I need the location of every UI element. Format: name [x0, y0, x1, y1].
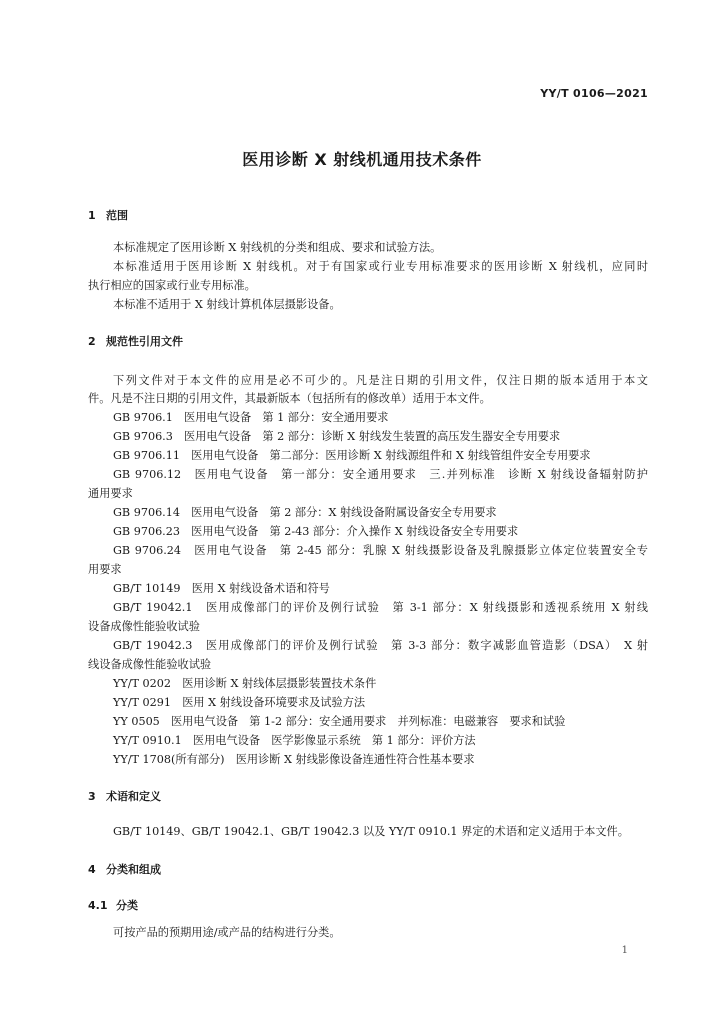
- reference-line: 线设备成像性能验收试验: [88, 658, 212, 671]
- paragraph-line: 下列文件对于本文件的应用是必不可少的。凡是注日期的引用文件，仅注日期的版本适用于本文: [113, 374, 648, 387]
- reference-line: 设备成像性能验收试验: [88, 620, 200, 633]
- section-heading-4: [88, 861, 161, 877]
- reference-line: GB 9706.1 医用电气设备 第 1 部分：安全通用要求: [113, 411, 389, 424]
- paragraph-line: 件。凡是不注日期的引用文件，其最新版本（包括所有的修改单）适用于本文件。: [88, 392, 491, 405]
- paragraph-line: 本标准规定了医用诊断 X 射线机的分类和组成、要求和试验方法。: [113, 241, 442, 254]
- paragraph-line: 本标准不适用于 X 射线计算机体层摄影设备。: [113, 298, 341, 311]
- reference-line: YY/T 0291 医用 X 射线设备环境要求及试验方法: [113, 696, 366, 709]
- section-heading-2: [88, 333, 183, 349]
- paragraph-line: GB/T 10149、GB/T 19042.1、GB/T 19042.3 以及 YY/T 0910.1 界定的术语和定义适用于本文件。: [113, 825, 629, 838]
- reference-line: 用要求: [88, 563, 122, 576]
- paragraph-line: 本标准适用于医用诊断 X 射线机。对于有国家或行业专用标准要求的医用诊断 X 射线机，应同时: [113, 260, 649, 273]
- section-number: 4: [88, 863, 96, 876]
- reference-line: YY/T 0910.1 医用电气设备 医学影像显示系统 第 1 部分：评价方法: [113, 734, 476, 747]
- reference-line: GB 9706.3 医用电气设备 第 2 部分：诊断 X 射线发生装置的高压发生器安全专用要求: [113, 430, 561, 443]
- section-heading-1: [88, 207, 128, 223]
- paragraph-line: 可按产品的预期用途/或产品的结构进行分类。: [113, 926, 341, 939]
- standard-code: YY/T 0106—2021: [540, 87, 648, 100]
- section-title: 范围: [106, 209, 128, 222]
- page-number: 1: [621, 945, 628, 956]
- section-title: 术语和定义: [106, 790, 161, 803]
- reference-line: YY 0505 医用电气设备 第 1-2 部分：安全通用要求 并列标准：电磁兼容 要求和试验: [113, 715, 566, 728]
- section-title: 分类和组成: [106, 863, 161, 876]
- reference-line: GB 9706.12 医用电气设备 第一部分：安全通用要求 三.并列标准 诊断 X 射线设备辐射防护: [113, 468, 648, 481]
- reference-line: GB/T 10149 医用 X 射线设备术语和符号: [113, 582, 330, 595]
- section-number: 1: [88, 209, 96, 222]
- reference-line: GB 9706.11 医用电气设备 第二部分：医用诊断 X 射线源组件和 X 射线管组件安全专用要求: [113, 449, 591, 462]
- document-title: 医用诊断 X 射线机通用技术条件: [242, 150, 482, 169]
- reference-line: GB 9706.23 医用电气设备 第 2-43 部分：介入操作 X 射线设备安全专用要求: [113, 525, 519, 538]
- reference-line: GB 9706.24 医用电气设备 第 2-45 部分：乳腺 X 射线摄影设备及乳腺摄影立体定位装置安全专: [113, 544, 648, 557]
- section-number: 3: [88, 790, 96, 803]
- reference-line: YY/T 1708(所有部分) 医用诊断 X 射线影像设备连通性符合性基本要求: [113, 753, 475, 766]
- reference-line: 通用要求: [88, 487, 133, 500]
- section-title: 分类: [116, 899, 138, 912]
- paragraph-line: 执行相应的国家或行业专用标准。: [88, 279, 256, 292]
- section-title: 规范性引用文件: [106, 335, 183, 348]
- section-number: 4.1: [88, 899, 108, 912]
- section-number: 2: [88, 335, 96, 348]
- reference-line: GB/T 19042.3 医用成像部门的评价及例行试验 第 3-3 部分：数字减影血管造影（DSA） X 射: [113, 639, 648, 652]
- reference-line: GB/T 19042.1 医用成像部门的评价及例行试验 第 3-1 部分：X 射线摄影和透视系统用 X 射线: [113, 601, 648, 614]
- reference-line: YY/T 0202 医用诊断 X 射线体层摄影装置技术条件: [113, 677, 377, 690]
- reference-line: GB 9706.14 医用电气设备 第 2 部分：X 射线设备附属设备安全专用要求: [113, 506, 497, 519]
- section-heading-3: [88, 788, 161, 804]
- subsection-heading-4-1: [88, 897, 138, 913]
